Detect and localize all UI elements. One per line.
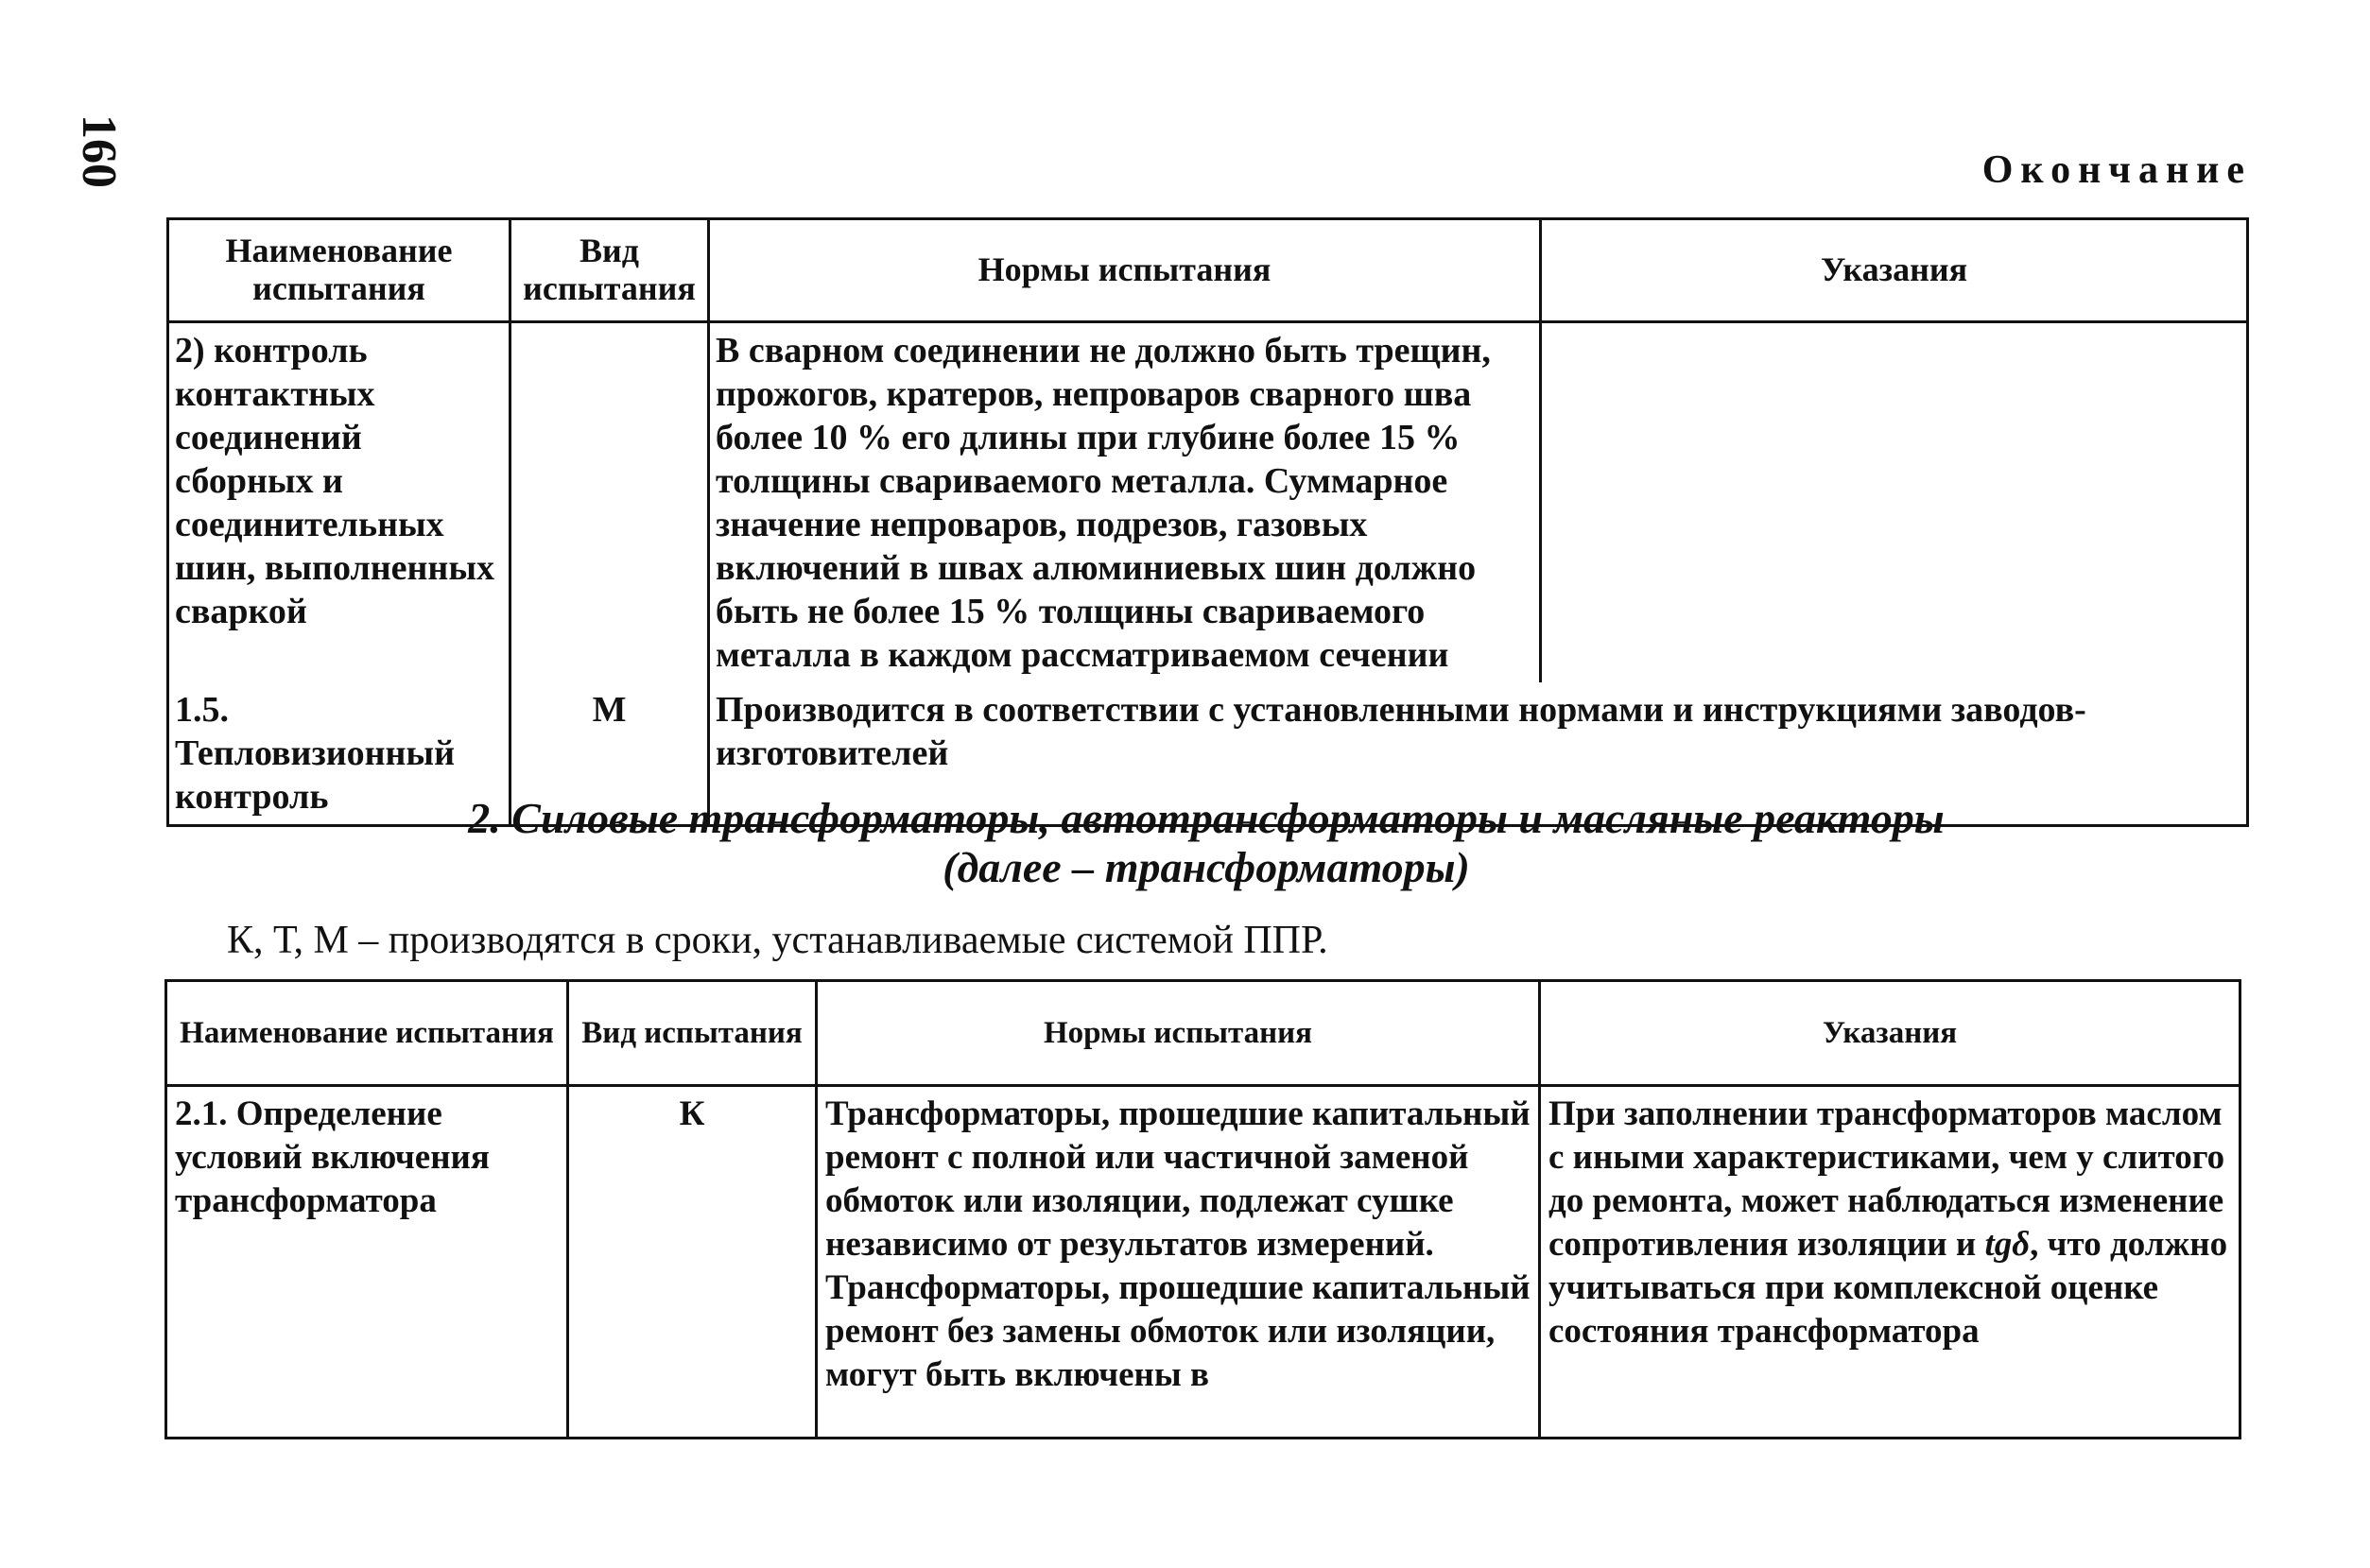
notes-text-part-1: При заполнении трансформаторов маслом с иными характеристиками, чем у слитого до ремонта, может наблюдаться изменение сопротивления изоляции и <box>1548 1094 2225 1264</box>
test-name-cell: 2) контроль контактных соединений сборных и соединительных шин, выполненных сваркой <box>168 322 510 683</box>
notes-cell <box>1540 1086 2240 1439</box>
test-norms-cell: Производится в соответствии с установленными нормами и инструкциями заводов-изготовителей <box>709 682 2248 826</box>
header-notes: Указания <box>1540 981 2240 1086</box>
test-norms-cell: В сварном соединении не должно быть трещин, прожогов, кратеров, непроваров сварного шва более 10 % его длины при глубине более 15 % толщины свариваемого металла. Суммарное значение непроваров, подрезов, газовых включений в швах алюминиевых шин должно быть не более 15 % толщины свариваемого металла в каждом рассматриваемом сечении <box>709 322 1541 683</box>
header-test-name: Наименование испытания <box>168 219 510 322</box>
test-norms-table-continued <box>166 217 2249 827</box>
tan-delta-symbol: tgδ <box>1984 1225 2031 1264</box>
notes-text-part-2: , что должно учитываться при комплексной оценке состояния трансформатора <box>1548 1225 2228 1351</box>
test-kind-cell <box>510 322 709 683</box>
section-title-line-1: 2. Силовые трансформаторы, автотрансформаторы и масляные реакторы <box>468 794 1945 842</box>
table-row <box>166 1086 2240 1439</box>
header-test-norms: Нормы испытания <box>709 219 1541 322</box>
section-title-line-2: (далее – трансформаторы) <box>943 843 1470 891</box>
schedule-note: К, Т, М – производятся в сроки, устанавливаемые системой ППР. <box>227 919 1328 962</box>
test-name-cell: 2.1. Определение условий включения трансформатора <box>166 1086 568 1439</box>
test-name-cell: 1.5. Тепловизионный контроль <box>168 682 510 826</box>
test-kind-cell: М <box>510 682 709 826</box>
header-test-name: Наименование испытания <box>166 981 568 1086</box>
header-test-kind: Вид испытания <box>510 219 709 322</box>
table-header-row <box>168 219 2248 322</box>
continuation-label: Окончание <box>1981 148 2252 192</box>
section-title <box>166 794 2246 892</box>
header-test-norms: Нормы испытания <box>817 981 1540 1086</box>
page-number: 160 <box>72 114 126 188</box>
test-kind-cell: К <box>568 1086 817 1439</box>
table-row <box>168 322 2248 683</box>
header-notes: Указания <box>1541 219 2248 322</box>
header-test-kind: Вид испытания <box>568 981 817 1086</box>
notes-cell <box>1541 322 2248 683</box>
table-header-row <box>166 981 2240 1086</box>
test-norms-cell: Трансформаторы, прошедшие капитальный ремонт с полной или частичной заменой обмоток или изоляции, подлежат сушке независимо от результатов измерений. Трансформаторы, прошедшие капитальный ремонт без замены обмоток или изоляции, могут быть включены в <box>817 1086 1540 1439</box>
transformer-test-table <box>164 979 2241 1439</box>
